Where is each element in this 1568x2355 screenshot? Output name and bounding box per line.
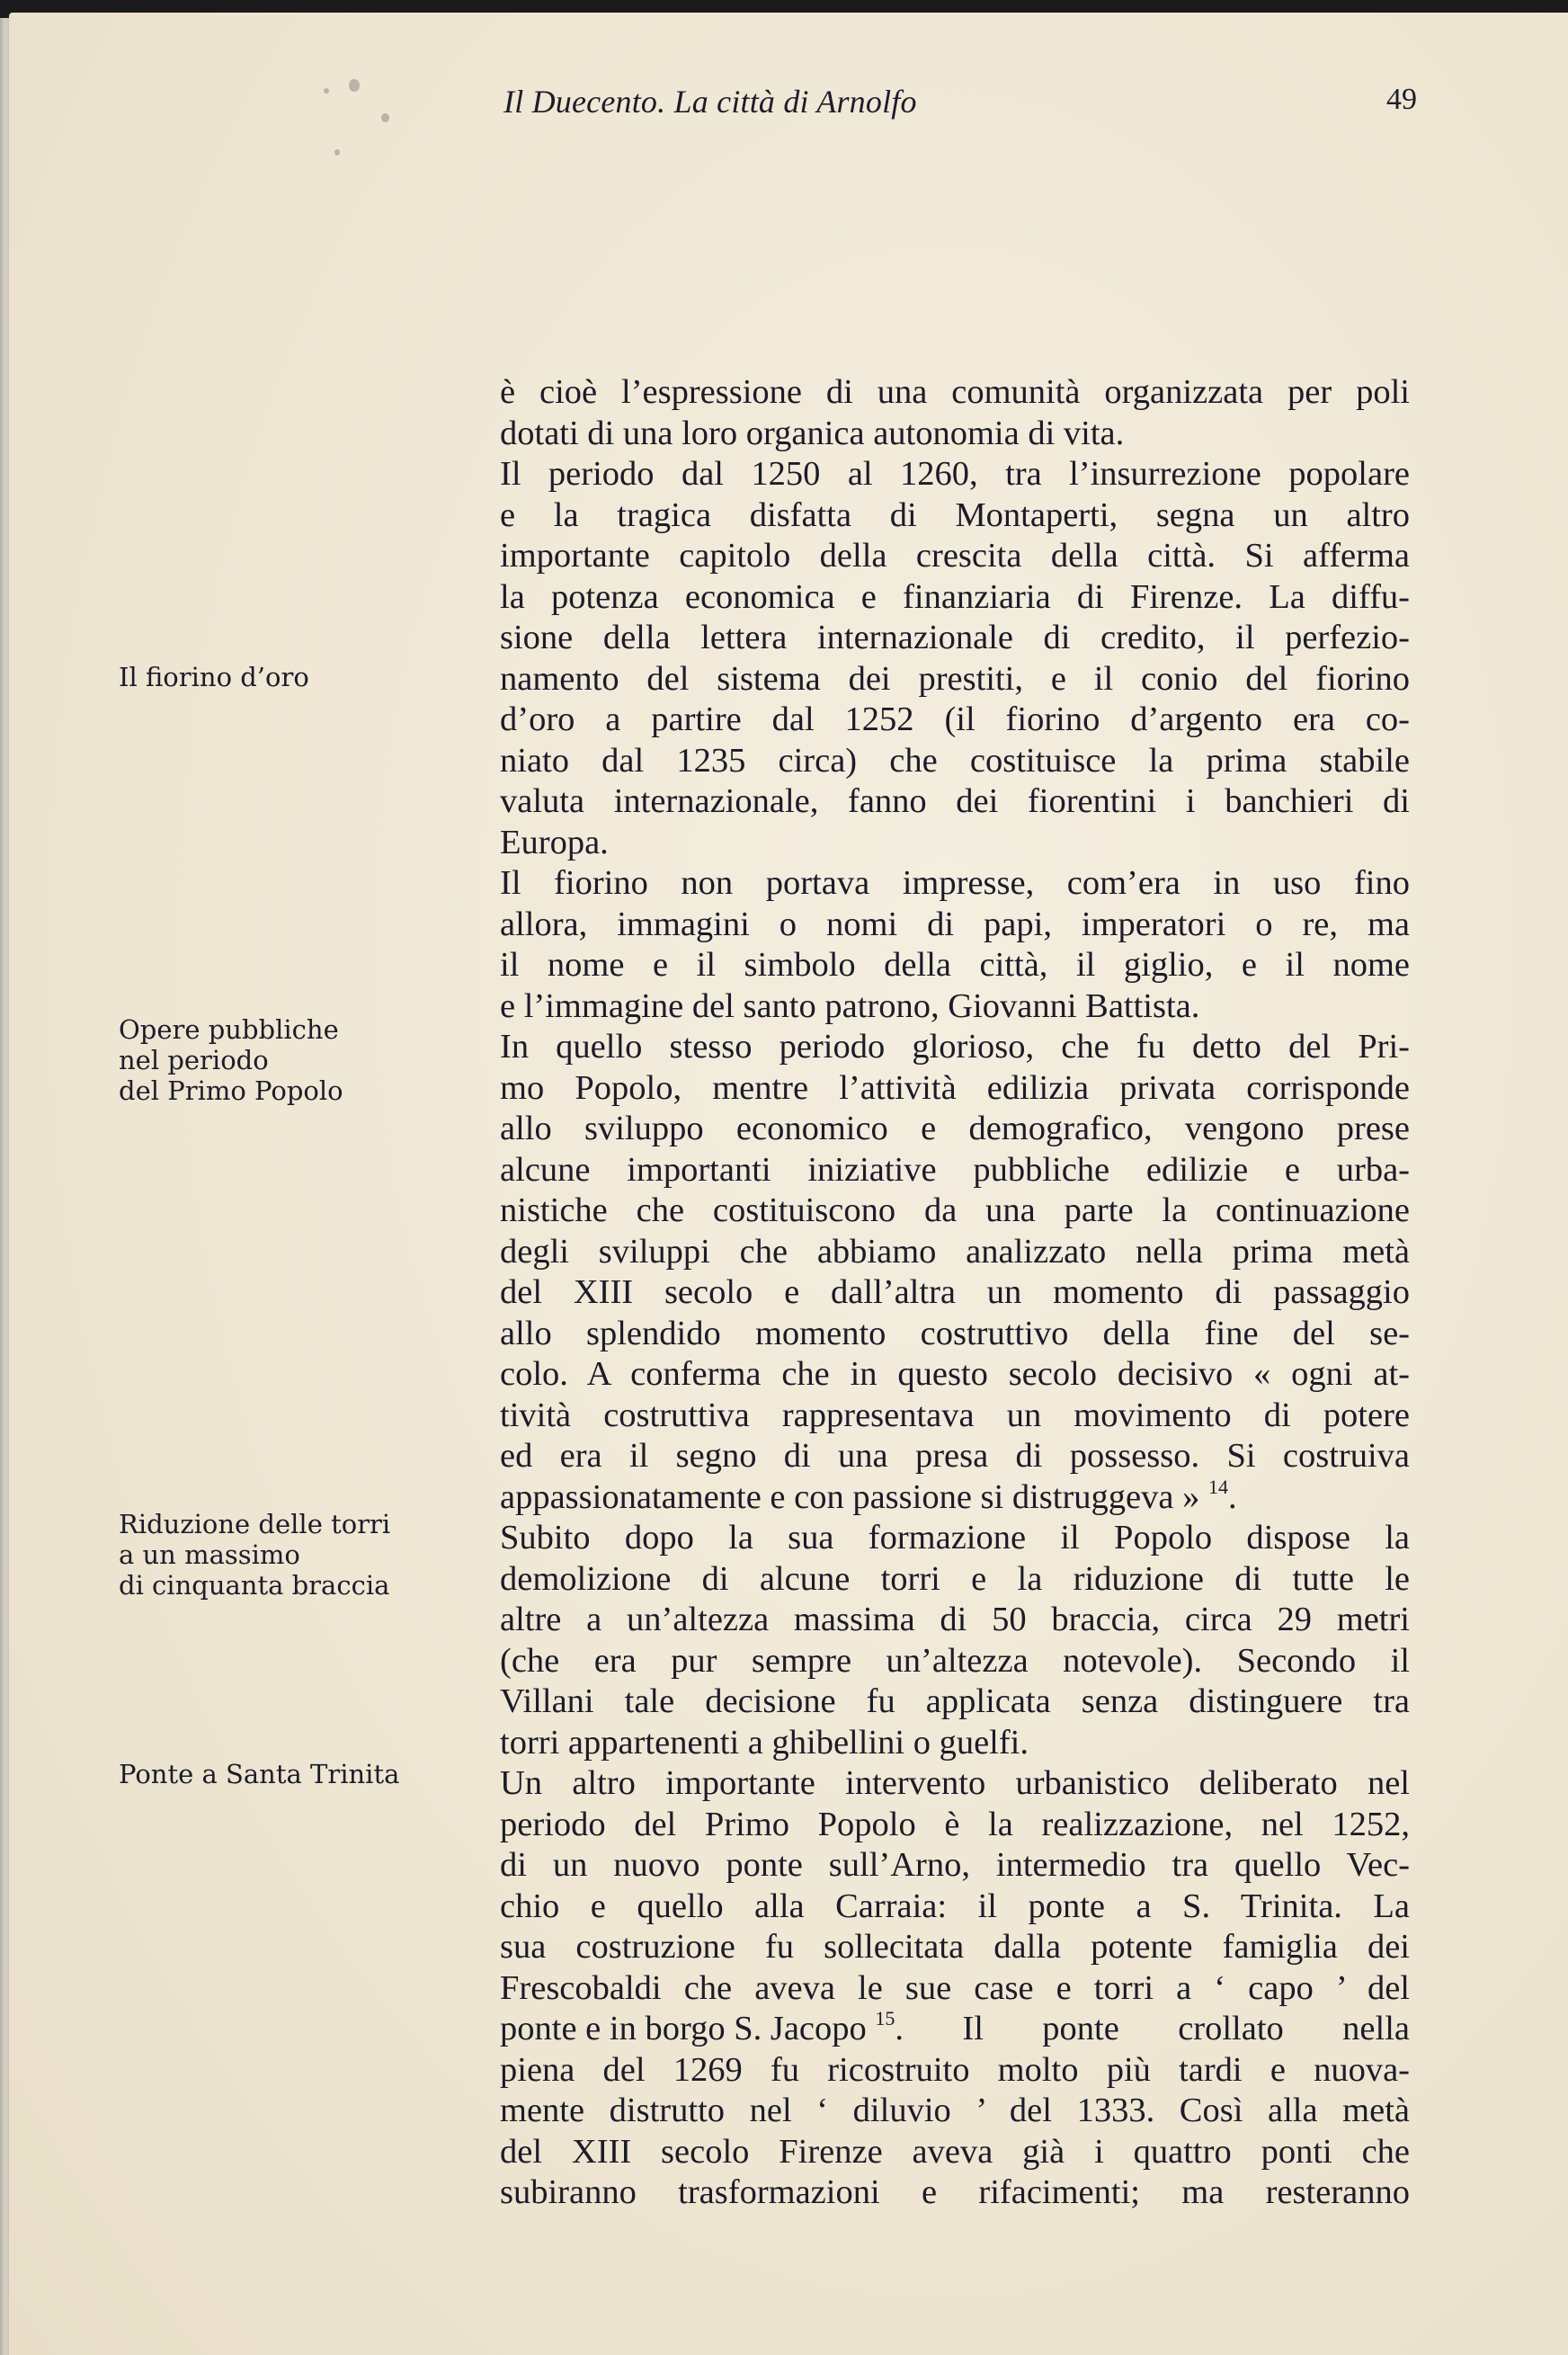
footnote-trailing-punct: . bbox=[1227, 1477, 1237, 1516]
text-line: Subito dopo la sua formazione il Popolo dispose la bbox=[500, 1519, 1410, 1557]
margin-note-line: Il fiorino d’oro bbox=[119, 662, 309, 692]
page-number: 49 bbox=[1386, 83, 1417, 116]
margin-note-line: del Primo Popolo bbox=[119, 1075, 343, 1106]
text-line: degli sviluppi che abbiamo analizzato nella prima metà bbox=[500, 1232, 1410, 1271]
text-line: Il periodo dal 1250 al 1260, tra l’insurrezione popolare bbox=[500, 455, 1410, 493]
text-line: namento del sistema dei prestiti, e il conio del fiorino bbox=[500, 659, 1410, 698]
text-line: torri appartenenti a ghibellini o guelfi. bbox=[500, 1723, 1029, 1762]
margin-note-line: Riduzione delle torri bbox=[119, 1509, 391, 1539]
margin-note-riduzione-torri bbox=[119, 1509, 478, 1601]
ink-stain bbox=[324, 88, 329, 94]
text-line: valuta internazionale, fanno dei fiorentini i banchieri di bbox=[500, 782, 1410, 820]
text-line: e l’immagine del santo patrono, Giovanni Battista. bbox=[500, 986, 1200, 1025]
margin-note-line: Ponte a Santa Trinita bbox=[119, 1759, 400, 1789]
text-line: allo sviluppo economico e demografico, vengono prese bbox=[500, 1110, 1410, 1147]
text-line-content bbox=[500, 2009, 895, 2050]
ink-stain bbox=[349, 79, 360, 92]
text-line: del XIII secolo e dall’altra un momento di passaggio bbox=[500, 1273, 1410, 1311]
margin-note-opere-pubbliche bbox=[119, 1014, 478, 1106]
text-line: allo splendido momento costruttivo della fine del se- bbox=[500, 1314, 1410, 1352]
text-line: alcune importanti iniziative pubbliche edilizie e urba- bbox=[500, 1150, 1410, 1189]
text-line: e la tragica disfatta di Montaperti, segna un altro bbox=[500, 495, 1410, 534]
text-line: (che era pur sempre un’altezza notevole). Secondo il bbox=[500, 1641, 1410, 1680]
text-line: colo. A conferma che in questo secolo decisivo « ogni at- bbox=[500, 1355, 1410, 1393]
text-line: niato dal 1235 circa) che costituisce la prima stabile bbox=[500, 741, 1410, 780]
running-head: Il Duecento. La città di Arnolfo bbox=[503, 84, 917, 120]
margin-note-line: nel periodo bbox=[119, 1045, 269, 1075]
text-line: è cioè l’espressione di una comunità organizzata per poli bbox=[500, 373, 1410, 411]
text-line: nistiche che costituiscono da una parte la continuazione bbox=[500, 1191, 1410, 1229]
text-line: d’oro a partire dal 1252 (il fiorino d’argento era co- bbox=[500, 700, 1410, 738]
margin-note-line: di cinquanta braccia bbox=[119, 1570, 390, 1601]
ink-stain bbox=[381, 113, 389, 122]
text-line: Europa. bbox=[500, 823, 609, 861]
text-line-with-footnote bbox=[500, 2009, 1410, 2050]
text-line: piena del 1269 fu ricostruito molto più tardi e nuova- bbox=[500, 2050, 1410, 2089]
text-line: ed era il segno di una presa di possesso. Si costruiva bbox=[500, 1437, 1410, 1475]
text-line: sua costruzione fu sollecitata dalla potente famiglia dei bbox=[500, 1928, 1410, 1966]
text-line: Un altro importante intervento urbanistico deliberato nel bbox=[500, 1764, 1410, 1802]
text-line: mente distrutto nel ‘ diluvio ’ del 1333. Così alla metà bbox=[500, 2092, 1410, 2129]
text-line: Frescobaldi che aveva le sue case e torri a ‘ capo ’ del bbox=[500, 1968, 1410, 2007]
text-line: del XIII secolo Firenze aveva già i quattro ponti che bbox=[500, 2132, 1410, 2171]
margin-note-fiorino bbox=[119, 662, 478, 692]
text-line: periodo del Primo Popolo è la realizzazione, nel 1252, bbox=[500, 1805, 1410, 1843]
ink-stain bbox=[334, 149, 340, 156]
text-line: subiranno trasformazioni e rifacimenti; ma resteranno bbox=[500, 2173, 1410, 2211]
body-text bbox=[500, 372, 1410, 2214]
text-line-with-footnote bbox=[500, 1477, 1410, 1519]
text-line: il nome e il simbolo della città, il giglio, e il nome bbox=[500, 946, 1410, 984]
book-spine-edge bbox=[0, 18, 9, 2355]
text-line: Il fiorino non portava impresse, com’era in uso fino bbox=[500, 864, 1410, 902]
text-line: dotati di una loro organica autonomia di vita. bbox=[500, 414, 1125, 452]
text-line: Villani tale decisione fu applicata senza distinguere tra bbox=[500, 1682, 1410, 1720]
margin-note-line: a un massimo bbox=[119, 1539, 300, 1570]
text-line: di un nuovo ponte sull’Arno, intermedio tra quello Vec- bbox=[500, 1846, 1410, 1884]
text-line: allora, immagini o nomi di papi, imperatori o re, ma bbox=[500, 905, 1410, 943]
text-line: demolizione di alcune torri e la riduzione di tutte le bbox=[500, 1559, 1410, 1598]
text-line: sione della lettera internazionale di credito, il perfezio- bbox=[500, 619, 1410, 656]
text-line-prefix: ponte e in borgo S. Jacopo bbox=[500, 2010, 867, 2047]
footnote-ref-14[interactable]: 14 bbox=[1207, 1475, 1228, 1498]
footnote-trailing-text: . Il ponte crollato nella bbox=[895, 2010, 1410, 2047]
text-line: In quello stesso periodo glorioso, che fu detto del Pri- bbox=[500, 1028, 1410, 1066]
text-line: importante capitolo della crescita della città. Si afferma bbox=[500, 537, 1410, 575]
text-line: mo Popolo, mentre l’attività edilizia privata corrisponde bbox=[500, 1068, 1410, 1107]
margin-note-line: Opere pubbliche bbox=[119, 1014, 339, 1045]
text-line: chio e quello alla Carraia: il ponte a S. Trinita. La bbox=[500, 1887, 1410, 1925]
text-line: altre a un’altezza massima di 50 braccia, circa 29 metri bbox=[500, 1601, 1410, 1638]
text-line: la potenza economica e finanziaria di Firenze. La diffu- bbox=[500, 577, 1410, 616]
text-line: tività costruttiva rappresentava un movimento di potere bbox=[500, 1396, 1410, 1434]
margin-note-ponte-santa-trinita bbox=[119, 1759, 478, 1789]
footnote-ref-15[interactable]: 15 bbox=[875, 2007, 895, 2029]
text-line-content: appassionatamente e con passione si distruggeva » bbox=[500, 1477, 1200, 1516]
